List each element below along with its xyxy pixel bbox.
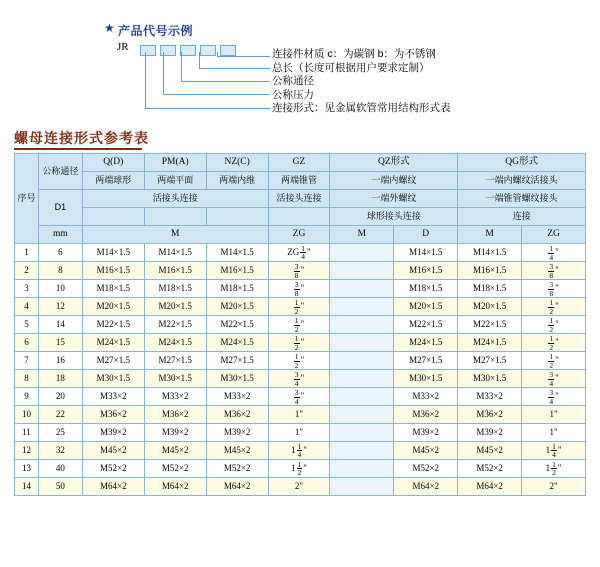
cell-qg-zg: $\frac{3}{8}$ " [522, 262, 586, 280]
cell-dn: 25 [38, 424, 82, 442]
cell-nz: M64×2 [206, 478, 268, 496]
table-row [15, 442, 586, 460]
cell-seq: 12 [15, 442, 39, 460]
cell-qg-m: M39×2 [458, 424, 522, 442]
cell-qz-d: M30×1.5 [394, 370, 458, 388]
header-unit-zg: ZG [268, 226, 330, 244]
cell-qg-m: M64×2 [458, 478, 522, 496]
section-title: 螺母连接形式参考表 [14, 130, 149, 146]
cell-pm: M52×2 [144, 460, 206, 478]
cell-gz: $\frac{3}{4}$ " [268, 370, 330, 388]
cell-dn: 20 [38, 388, 82, 406]
cell-seq: 13 [15, 460, 39, 478]
cell-seq: 3 [15, 280, 39, 298]
table-row [15, 316, 586, 334]
cell-qg-zg: $\frac{1}{2}$ " [522, 298, 586, 316]
cell-seq: 2 [15, 262, 39, 280]
header-blank-pm [144, 208, 206, 226]
cell-dn: 14 [38, 316, 82, 334]
header-type-qz: 一端内螺纹 [330, 172, 458, 190]
cell-qz-d: M18×1.5 [394, 280, 458, 298]
cell-dn: 10 [38, 280, 82, 298]
header-blank-gz [268, 208, 330, 226]
cell-q: M39×2 [82, 424, 144, 442]
cell-seq: 14 [15, 478, 39, 496]
cell-pm: M45×2 [144, 442, 206, 460]
header-unit-qz-d: D [394, 226, 458, 244]
cell-nz: M20×1.5 [206, 298, 268, 316]
cell-dn: 50 [38, 478, 82, 496]
header-type-nz: 两端内维 [206, 172, 268, 190]
cell-nz: M14×1.5 [206, 244, 268, 262]
cell-gz: $\frac{3}{8}$ " [268, 262, 330, 280]
legend-item-connection-type: 连接形式：见金属软管常用结构形式表 [272, 102, 451, 115]
cell-pm: M24×1.5 [144, 334, 206, 352]
cell-qg-zg: 1" [522, 406, 586, 424]
cell-qg-m: M52×2 [458, 460, 522, 478]
cell-qg-zg: $\frac{3}{4}$ " [522, 370, 586, 388]
leader-line [199, 52, 200, 68]
legend-item-length: 总长（长度可根据用户要求定制） [272, 61, 430, 74]
cell-gz: $\frac{1}{2}$ " [268, 298, 330, 316]
cell-qg-zg: $\frac{3}{8}$ " [522, 280, 586, 298]
table-row [15, 352, 586, 370]
header-code-nz: NZ(C) [206, 154, 268, 172]
cell-gz: $\frac{1}{2}$ " [268, 334, 330, 352]
cell-seq: 8 [15, 370, 39, 388]
cell-qg-m: M20×1.5 [458, 298, 522, 316]
header-unit-qg-zg: ZG [522, 226, 586, 244]
section-underline [14, 148, 142, 150]
table-row [15, 406, 586, 424]
cell-seq: 10 [15, 406, 39, 424]
cell-gz: 1 $\frac{1}{2}$ " [268, 460, 330, 478]
cell-q: M36×2 [82, 406, 144, 424]
header-type2-qg: 一端锥管螺纹接头 [458, 190, 586, 208]
cell-gz: 1" [268, 424, 330, 442]
header-code-gz: GZ [268, 154, 330, 172]
header-blank-nz [206, 208, 268, 226]
cell-q: M52×2 [82, 460, 144, 478]
cell-gz: $\frac{3}{4}$ " [268, 388, 330, 406]
product-code-legend [0, 0, 600, 120]
table-row [15, 370, 586, 388]
cell-q: M18×1.5 [82, 280, 144, 298]
header-type-gz: 两端锥管 [268, 172, 330, 190]
cell-qz-m [330, 262, 394, 280]
table-row [15, 280, 586, 298]
cell-nz: M39×2 [206, 424, 268, 442]
code-box [140, 45, 156, 56]
cell-qz-d: M64×2 [394, 478, 458, 496]
header-code-q: Q(D) [82, 154, 144, 172]
cell-q: M64×2 [82, 478, 144, 496]
cell-pm: M18×1.5 [144, 280, 206, 298]
leader-line [199, 68, 270, 69]
cell-q: M27×1.5 [82, 352, 144, 370]
header-join-qg: 连接 [458, 208, 586, 226]
cell-q: M30×1.5 [82, 370, 144, 388]
header-type-q: 两端球形 [82, 172, 144, 190]
table-body [15, 244, 586, 496]
cell-pm: M64×2 [144, 478, 206, 496]
star-icon: ★ [104, 21, 115, 35]
header-join-left: 活接头连接 [82, 190, 268, 208]
cell-seq: 1 [15, 244, 39, 262]
cell-qg-zg: 1 $\frac{1}{2}$ " [522, 460, 586, 478]
cell-qz-d: M20×1.5 [394, 298, 458, 316]
cell-seq: 11 [15, 424, 39, 442]
cell-pm: M39×2 [144, 424, 206, 442]
header-code-qg: QG形式 [458, 154, 586, 172]
cell-nz: M18×1.5 [206, 280, 268, 298]
cell-qz-d: M33×2 [394, 388, 458, 406]
legend-item-list [272, 48, 451, 116]
cell-qg-m: M33×2 [458, 388, 522, 406]
legend-prefix: JR [117, 41, 129, 53]
cell-qg-m: M30×1.5 [458, 370, 522, 388]
header-type-pm: 两端平面 [144, 172, 206, 190]
header-unit-mm: mm [38, 226, 82, 244]
cell-pm: M20×1.5 [144, 298, 206, 316]
legend-item-material: 连接件材质 c：为碳钢 b：为不锈钢 [272, 48, 436, 60]
cell-qz-m [330, 316, 394, 334]
cell-qz-d: M16×1.5 [394, 262, 458, 280]
cell-nz: M16×1.5 [206, 262, 268, 280]
cell-qz-m [330, 388, 394, 406]
table-row [15, 244, 586, 262]
cell-dn: 12 [38, 298, 82, 316]
cell-qz-m [330, 244, 394, 262]
header-unit-qz-m: M [330, 226, 394, 244]
cell-qz-m [330, 370, 394, 388]
cell-qz-d: M52×2 [394, 460, 458, 478]
cell-seq: 9 [15, 388, 39, 406]
leader-line [145, 52, 146, 108]
cell-q: M22×1.5 [82, 316, 144, 334]
cell-nz: M27×1.5 [206, 352, 268, 370]
cell-pm: M22×1.5 [144, 316, 206, 334]
header-type-qg: 一端内螺纹活接头 [458, 172, 586, 190]
cell-seq: 5 [15, 316, 39, 334]
table-row [15, 298, 586, 316]
cell-qg-zg: 1" [522, 424, 586, 442]
header-seq: 序号 [15, 154, 39, 244]
cell-qz-m [330, 442, 394, 460]
header-unit-m: M [82, 226, 268, 244]
cell-pm: M36×2 [144, 406, 206, 424]
cell-qz-d: M39×2 [394, 424, 458, 442]
header-dn: 公称通径 [38, 154, 82, 190]
cell-qg-m: M45×2 [458, 442, 522, 460]
cell-nz: M30×1.5 [206, 370, 268, 388]
code-box [180, 45, 196, 56]
cell-qz-m [330, 460, 394, 478]
cell-qg-m: M16×1.5 [458, 262, 522, 280]
cell-qz-m [330, 334, 394, 352]
cell-qz-m [330, 406, 394, 424]
cell-nz: M22×1.5 [206, 316, 268, 334]
cell-q: M16×1.5 [82, 262, 144, 280]
cell-qg-zg: $\frac{1}{4}$ " [522, 244, 586, 262]
cell-q: M14×1.5 [82, 244, 144, 262]
cell-qg-m: M27×1.5 [458, 352, 522, 370]
cell-dn: 16 [38, 352, 82, 370]
cell-qg-zg: $\frac{1}{2}$ " [522, 334, 586, 352]
table-row [15, 424, 586, 442]
cell-gz: ZG $\frac{1}{4}$ " [268, 244, 330, 262]
cell-gz: $\frac{1}{2}$ " [268, 316, 330, 334]
table-row [15, 460, 586, 478]
cell-dn: 18 [38, 370, 82, 388]
header-join-gz: 活接头连接 [268, 190, 330, 208]
cell-qg-zg: $\frac{3}{4}$ " [522, 388, 586, 406]
code-box [220, 45, 236, 56]
legend-item-nominal-pressure: 公称压力 [272, 88, 314, 101]
cell-seq: 7 [15, 352, 39, 370]
header-d1: D1 [38, 190, 82, 226]
cell-pm: M14×1.5 [144, 244, 206, 262]
cell-qg-zg: 1 $\frac{1}{4}$ " [522, 442, 586, 460]
cell-pm: M27×1.5 [144, 352, 206, 370]
cell-qz-m [330, 424, 394, 442]
table-row [15, 478, 586, 496]
leader-line [181, 81, 270, 82]
cell-qz-d: M24×1.5 [394, 334, 458, 352]
cell-nz: M36×2 [206, 406, 268, 424]
cell-qz-d: M36×2 [394, 406, 458, 424]
legend-title: 产品代号示例 [118, 24, 194, 38]
cell-qz-m [330, 298, 394, 316]
cell-gz: $\frac{1}{2}$ " [268, 352, 330, 370]
cell-dn: 6 [38, 244, 82, 262]
legend-code-boxes [140, 43, 240, 61]
leader-line [145, 108, 270, 109]
table-row [15, 334, 586, 352]
cell-nz: M52×2 [206, 460, 268, 478]
cell-gz: 1" [268, 406, 330, 424]
cell-qg-zg: $\frac{1}{2}$ " [522, 316, 586, 334]
cell-q: M24×1.5 [82, 334, 144, 352]
cell-seq: 6 [15, 334, 39, 352]
cell-qz-m [330, 352, 394, 370]
cell-q: M45×2 [82, 442, 144, 460]
header-join-qz: 球形接头连接 [330, 208, 458, 226]
header-unit-qg-m: M [458, 226, 522, 244]
cell-qg-m: M24×1.5 [458, 334, 522, 352]
cell-pm: M30×1.5 [144, 370, 206, 388]
cell-dn: 22 [38, 406, 82, 424]
cell-gz: 1 $\frac{1}{4}$ " [268, 442, 330, 460]
cell-nz: M45×2 [206, 442, 268, 460]
cell-qg-m: M18×1.5 [458, 280, 522, 298]
cell-qz-m [330, 478, 394, 496]
cell-qz-d: M27×1.5 [394, 352, 458, 370]
header-code-pm: PM(A) [144, 154, 206, 172]
legend-item-nominal-diameter: 公称通径 [272, 75, 314, 88]
cell-qg-zg: 2" [522, 478, 586, 496]
cell-qg-m: M22×1.5 [458, 316, 522, 334]
cell-gz: $\frac{3}{8}$ " [268, 280, 330, 298]
cell-q: M20×1.5 [82, 298, 144, 316]
cell-dn: 8 [38, 262, 82, 280]
header-blank-q [82, 208, 144, 226]
cell-dn: 32 [38, 442, 82, 460]
leader-line [163, 52, 164, 94]
table-row [15, 262, 586, 280]
cell-pm: M33×2 [144, 388, 206, 406]
code-box [200, 45, 216, 56]
cell-qz-d: M22×1.5 [394, 316, 458, 334]
cell-qz-d: M14×1.5 [394, 244, 458, 262]
cell-nz: M33×2 [206, 388, 268, 406]
header-code-qz: QZ形式 [330, 154, 458, 172]
cell-qg-m: M14×1.5 [458, 244, 522, 262]
cell-seq: 4 [15, 298, 39, 316]
leader-line [163, 94, 270, 95]
cell-qg-m: M36×2 [458, 406, 522, 424]
table-row [15, 388, 586, 406]
cell-dn: 40 [38, 460, 82, 478]
cell-qz-d: M45×2 [394, 442, 458, 460]
leader-line [181, 52, 182, 81]
cell-q: M33×2 [82, 388, 144, 406]
header-type2-qz: 一端外螺纹 [330, 190, 458, 208]
cell-gz: 2" [268, 478, 330, 496]
cell-pm: M16×1.5 [144, 262, 206, 280]
cell-dn: 15 [38, 334, 82, 352]
leader-line [217, 56, 270, 57]
cell-qz-m [330, 280, 394, 298]
nut-connection-table [14, 153, 586, 496]
cell-qg-zg: $\frac{1}{2}$ " [522, 352, 586, 370]
cell-nz: M24×1.5 [206, 334, 268, 352]
